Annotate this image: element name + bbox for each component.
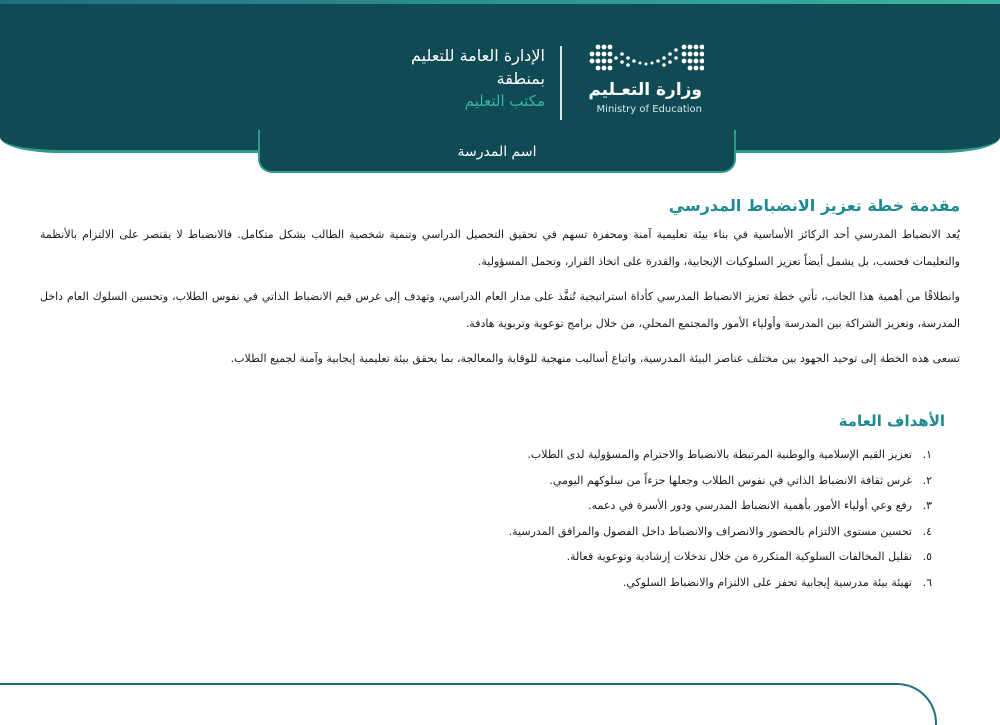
logo-dots-icon <box>584 44 704 72</box>
footer-decoration <box>0 683 937 725</box>
goal-item <box>509 493 932 519</box>
intro-paragraph-3: تسعى هذه الخطة إلى توحيد الجهود بين مختلف عناصر البيئة المدرسية، واتباع أساليب منهجية للوقاية والمعالجة، بما يحقق بيئة تعليمية إيجابية وآمنة لجميع الطلاب. <box>230 352 960 365</box>
goal-number: ٣. <box>922 499 932 512</box>
goals-list <box>509 442 932 595</box>
ministry-name-ar: وزارة التعـليم <box>588 80 702 100</box>
intro-section <box>40 196 960 380</box>
ministry-logo <box>572 44 702 120</box>
goal-item <box>509 544 932 570</box>
goal-item <box>509 442 932 468</box>
goal-item <box>509 468 932 494</box>
goal-item <box>509 519 932 545</box>
goal-number: ٦. <box>922 575 932 589</box>
goal-text: تعزيز القيم الإسلامية والوطنية المرتبطة بالانضباط والاحترام والمسؤولية لدى الطلاب. <box>527 448 912 461</box>
intro-paragraph-2: وانطلاقًا من أهمية هذا الجانب، تأتي خطة تعزيز الانضباط المدرسي كأداة استراتيجية تُنفَّذ على مدار العام الدراسي، وتهدف إلى غرس قيم الانضباط الذاتي في نفوس الطلاب، وتحسين السلوك العام داخل المدرسة، وتعزيز الشراكة بين المدرسة وأولياء الأمور والمجتمع المحلي، من خلال برامج توعوية وتربوية هادفة. <box>40 290 960 330</box>
intro-title: مقدمة خطة تعزيز الانضباط المدرسي <box>668 196 960 215</box>
admin-title: الإدارة العامة للتعليم <box>411 46 545 65</box>
admin-block <box>325 44 545 112</box>
goals-title: الأهداف العامة <box>838 412 945 430</box>
goal-number: ٤. <box>922 524 932 538</box>
goal-text: تهيئة بيئة مدرسية إيجابية تحفز على الالتزام والانضباط السلوكي. <box>622 575 912 589</box>
goal-text: تحسين مستوى الالتزام بالحضور والانصراف والانضباط داخل الفصول والمرافق المدرسية. <box>508 524 912 538</box>
goal-number: ٢. <box>922 473 932 487</box>
intro-paragraph-1: يُعد الانضباط المدرسي أحد الركائز الأساسية في بناء بيئة تعليمية آمنة ومحفزة تسهم في تحقيق التحصيل الدراسي وتنمية شخصية الطالب بشكل متكامل. فالانضباط لا يقتصر على الالتزام بالأنظمة والتعليمات فحسب، بل يشمل أيضاً تعزيز السلوكيات الإيجابية، والقدرة على اتخاذ القرار، وتحمل المسؤولية. <box>40 228 960 268</box>
goal-item <box>509 570 932 596</box>
admin-office: مكتب التعليم <box>464 92 545 110</box>
goal-text: غرس ثقافة الانضباط الذاتي في نفوس الطلاب وجعلها جزءاً من سلوكهم اليومي. <box>549 473 912 487</box>
goal-number: ١. <box>922 448 932 461</box>
goal-number: ٥. <box>922 550 932 563</box>
admin-region: بمنطقة <box>496 69 545 88</box>
goal-text: تقليل المخالفات السلوكية المتكررة من خلال تدخلات إرشادية وتوعوية فعالة. <box>566 550 912 563</box>
school-name-tab: اسم المدرسة <box>258 130 736 173</box>
header-divider <box>560 46 562 120</box>
header-top-line <box>0 0 1000 4</box>
ministry-name-en: Ministry of Education <box>596 104 702 115</box>
goal-text: رفع وعي أولياء الأمور بأهمية الانضباط المدرسي ودور الأسرة في دعمه. <box>588 499 912 512</box>
